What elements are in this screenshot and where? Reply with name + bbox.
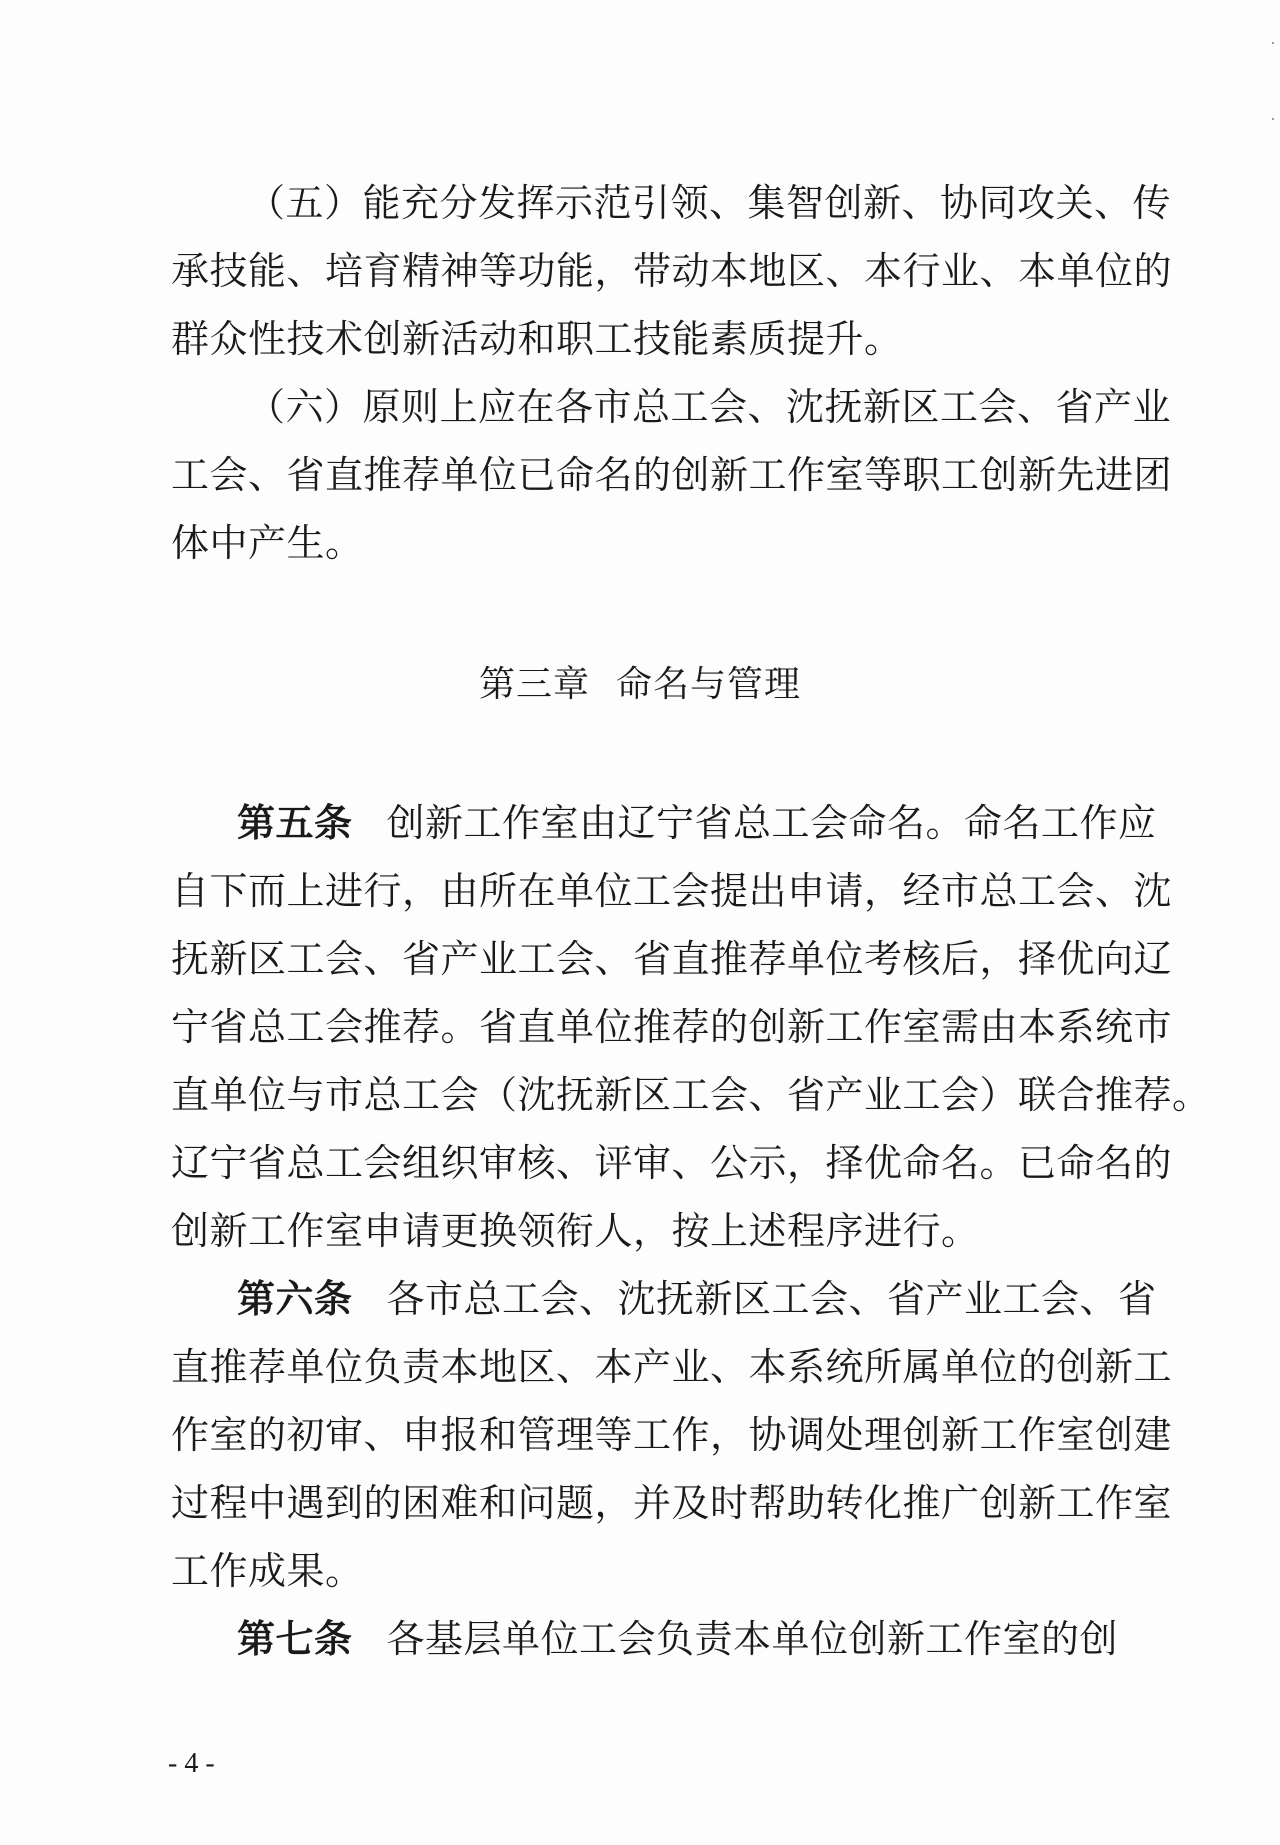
article-6-line-4: 过程中遇到的困难和问题，并及时帮助转化推广创新工作室 xyxy=(171,1481,1173,1525)
chapter-title: 命名与管理 xyxy=(616,664,802,705)
article-6-line-5: 工作成果。 xyxy=(171,1549,364,1593)
paragraph-5-line-2: 承技能、培育精神等功能，带动本地区、本行业、本单位的 xyxy=(171,249,1173,293)
article-5-line-5: 直单位与市总工会（沈抚新区工会、省产业工会）联合推荐。 xyxy=(171,1073,1211,1117)
article-6-line-2: 直推荐单位负责本地区、本产业、本系统所属单位的创新工 xyxy=(171,1345,1173,1389)
page-number: - 4 - xyxy=(168,1748,215,1779)
article-5-first-line xyxy=(171,800,1157,846)
paragraph-6-line-3: 体中产生。 xyxy=(171,521,364,565)
paragraph-5-line-1: （五）能充分发挥示范引领、集智创新、协同攻关、传 xyxy=(247,181,1172,225)
article-5-line-4: 宁省总工会推荐。省直单位推荐的创新工作室需由本系统市 xyxy=(171,1005,1173,1049)
article-5-line-3: 抚新区工会、省产业工会、省直推荐单位考核后，择优向辽 xyxy=(171,937,1173,981)
paragraph-6-line-2: 工会、省直推荐单位已命名的创新工作室等职工创新先进团 xyxy=(171,453,1173,497)
chapter-heading xyxy=(0,662,1280,708)
paragraph-5-line-3: 群众性技术创新活动和职工技能素质提升。 xyxy=(171,317,903,361)
article-7-label: 第七条 xyxy=(237,1617,353,1661)
paragraph-6-line-1: （六）原则上应在各市总工会、沈抚新区工会、省产业 xyxy=(247,385,1172,429)
article-7-first-line xyxy=(171,1616,1119,1662)
article-6-label: 第六条 xyxy=(237,1277,353,1321)
article-6-text: 各市总工会、沈抚新区工会、省产业工会、省 xyxy=(386,1277,1157,1321)
scan-artifact xyxy=(1272,42,1274,44)
article-5-line-2: 自下而上进行，由所在单位工会提出申请，经市总工会、沈 xyxy=(171,869,1173,913)
scan-artifact xyxy=(1272,118,1274,120)
chapter-number: 第三章 xyxy=(478,664,590,705)
article-5-line-6: 辽宁省总工会组织审核、评审、公示，择优命名。已命名的 xyxy=(171,1141,1173,1185)
article-5-text: 创新工作室由辽宁省总工会命名。命名工作应 xyxy=(386,801,1157,845)
article-7-text: 各基层单位工会负责本单位创新工作室的创 xyxy=(386,1617,1119,1661)
article-6-first-line xyxy=(171,1276,1157,1322)
article-5-line-7: 创新工作室申请更换领衔人，按上述程序进行。 xyxy=(171,1209,980,1253)
article-6-line-3: 作室的初审、申报和管理等工作，协调处理创新工作室创建 xyxy=(171,1413,1173,1457)
article-5-label: 第五条 xyxy=(237,801,353,845)
